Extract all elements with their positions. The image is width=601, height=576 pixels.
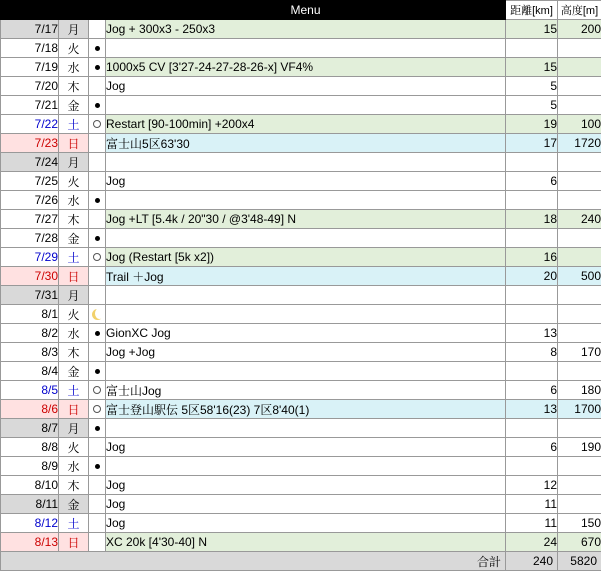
row-distance: 6: [506, 172, 558, 191]
table-row: [1, 77, 601, 96]
row-day-of-week: 土: [59, 381, 89, 400]
row-distance: 19: [506, 115, 558, 134]
row-day-of-week: 木: [59, 343, 89, 362]
moon-icon: [89, 305, 106, 324]
row-distance: [506, 191, 558, 210]
row-menu: Jog: [106, 476, 506, 495]
row-menu: XC 20k [4'30-40] N: [106, 533, 506, 552]
row-menu: Jog: [106, 77, 506, 96]
row-menu: [106, 286, 506, 305]
filled-dot-icon: [89, 58, 106, 77]
header-blank-mark: [89, 1, 106, 20]
row-date: 7/18: [1, 39, 59, 58]
table-row: [1, 96, 601, 115]
row-day-of-week: 土: [59, 248, 89, 267]
row-menu: 1000x5 CV [3'27-24-27-28-26-x] VF4%: [106, 58, 506, 77]
row-distance: 15: [506, 58, 558, 77]
row-distance: 24: [506, 533, 558, 552]
row-menu: 富士山5区63'30: [106, 134, 506, 153]
row-marker-empty: [89, 286, 106, 305]
row-elevation: 500: [558, 267, 601, 286]
table-row: [1, 343, 601, 362]
row-menu: Jog: [106, 172, 506, 191]
row-date: 8/9: [1, 457, 59, 476]
row-marker-empty: [89, 514, 106, 533]
row-day-of-week: 金: [59, 96, 89, 115]
row-elevation: 190: [558, 438, 601, 457]
row-menu: Jog (Restart [5k x2]): [106, 248, 506, 267]
row-date: 8/8: [1, 438, 59, 457]
row-marker-empty: [89, 438, 106, 457]
row-elevation: [558, 172, 601, 191]
row-menu: Jog: [106, 438, 506, 457]
row-menu: [106, 153, 506, 172]
row-menu: [106, 191, 506, 210]
table-header-row: [1, 1, 601, 20]
row-distance: 8: [506, 343, 558, 362]
row-date: 8/5: [1, 381, 59, 400]
open-circle-icon: [89, 248, 106, 267]
table-row: [1, 362, 601, 381]
row-elevation: [558, 495, 601, 514]
table-row: [1, 191, 601, 210]
header-distance: 距離[km]: [506, 1, 558, 20]
filled-dot-icon: [89, 39, 106, 58]
row-distance: [506, 362, 558, 381]
header-blank-date: [1, 1, 59, 20]
table-row: [1, 495, 601, 514]
row-menu: [106, 96, 506, 115]
open-circle-icon: [89, 381, 106, 400]
row-day-of-week: 月: [59, 153, 89, 172]
row-date: 8/10: [1, 476, 59, 495]
row-distance: [506, 457, 558, 476]
row-menu: [106, 305, 506, 324]
row-menu: Jog: [106, 495, 506, 514]
table-row: [1, 248, 601, 267]
row-elevation: [558, 248, 601, 267]
table-row: [1, 20, 601, 39]
row-marker-empty: [89, 476, 106, 495]
row-elevation: 100: [558, 115, 601, 134]
row-marker-empty: [89, 153, 106, 172]
row-elevation: [558, 96, 601, 115]
filled-dot-icon: [89, 191, 106, 210]
row-marker-empty: [89, 134, 106, 153]
row-elevation: [558, 324, 601, 343]
row-elevation: [558, 77, 601, 96]
row-elevation: 1700: [558, 400, 601, 419]
row-day-of-week: 水: [59, 191, 89, 210]
row-day-of-week: 水: [59, 58, 89, 77]
row-distance: 13: [506, 400, 558, 419]
row-date: 7/25: [1, 172, 59, 191]
row-distance: [506, 305, 558, 324]
filled-dot-icon: [89, 96, 106, 115]
row-day-of-week: 金: [59, 362, 89, 381]
row-elevation: [558, 305, 601, 324]
row-elevation: 170: [558, 343, 601, 362]
row-menu: Jog: [106, 514, 506, 533]
row-date: 7/19: [1, 58, 59, 77]
row-marker-empty: [89, 210, 106, 229]
row-menu: [106, 419, 506, 438]
total-row: [1, 552, 601, 571]
table-row: [1, 39, 601, 58]
row-day-of-week: 金: [59, 229, 89, 248]
row-day-of-week: 日: [59, 134, 89, 153]
row-day-of-week: 火: [59, 172, 89, 191]
table-row: [1, 58, 601, 77]
row-date: 7/20: [1, 77, 59, 96]
header-blank-dow: [59, 1, 89, 20]
table-row: [1, 172, 601, 191]
row-distance: 6: [506, 438, 558, 457]
row-day-of-week: 日: [59, 400, 89, 419]
row-distance: 11: [506, 514, 558, 533]
table-row: [1, 115, 601, 134]
table-row: [1, 476, 601, 495]
header-menu: Menu: [106, 1, 506, 20]
row-date: 7/24: [1, 153, 59, 172]
row-menu: 富士登山駅伝 5区58'16(23) 7区8'40(1): [106, 400, 506, 419]
row-day-of-week: 日: [59, 533, 89, 552]
row-day-of-week: 月: [59, 20, 89, 39]
row-date: 8/7: [1, 419, 59, 438]
row-day-of-week: 木: [59, 476, 89, 495]
table-row: [1, 381, 601, 400]
row-date: 7/22: [1, 115, 59, 134]
row-date: 8/12: [1, 514, 59, 533]
row-distance: 6: [506, 381, 558, 400]
table-row: [1, 153, 601, 172]
row-elevation: [558, 39, 601, 58]
row-marker-empty: [89, 533, 106, 552]
row-elevation: [558, 229, 601, 248]
row-menu: Jog +LT [5.4k / 20"30 / @3'48-49] N: [106, 210, 506, 229]
row-date: 7/26: [1, 191, 59, 210]
table-body: [1, 20, 601, 552]
row-day-of-week: 火: [59, 438, 89, 457]
row-distance: 16: [506, 248, 558, 267]
row-date: 7/17: [1, 20, 59, 39]
row-date: 7/21: [1, 96, 59, 115]
filled-dot-icon: [89, 457, 106, 476]
row-day-of-week: 木: [59, 210, 89, 229]
row-menu: Restart [90-100min] +200x4: [106, 115, 506, 134]
row-elevation: [558, 457, 601, 476]
row-elevation: 200: [558, 20, 601, 39]
row-marker-empty: [89, 172, 106, 191]
row-distance: 5: [506, 96, 558, 115]
row-marker-empty: [89, 20, 106, 39]
row-day-of-week: 土: [59, 514, 89, 533]
table-row: [1, 210, 601, 229]
row-date: 8/6: [1, 400, 59, 419]
row-elevation: [558, 286, 601, 305]
table-row: [1, 457, 601, 476]
row-menu: [106, 457, 506, 476]
row-date: 7/31: [1, 286, 59, 305]
row-day-of-week: 水: [59, 457, 89, 476]
row-date: 8/1: [1, 305, 59, 324]
table-row: [1, 400, 601, 419]
filled-dot-icon: [89, 229, 106, 248]
row-distance: 13: [506, 324, 558, 343]
row-marker-empty: [89, 495, 106, 514]
row-date: 8/3: [1, 343, 59, 362]
row-elevation: [558, 191, 601, 210]
row-elevation: 150: [558, 514, 601, 533]
row-elevation: [558, 153, 601, 172]
row-menu: [106, 362, 506, 381]
row-elevation: 180: [558, 381, 601, 400]
open-circle-icon: [89, 115, 106, 134]
row-day-of-week: 月: [59, 286, 89, 305]
row-menu: Jog +Jog: [106, 343, 506, 362]
table-row: [1, 229, 601, 248]
row-menu: [106, 229, 506, 248]
row-menu: 富士山Jog: [106, 381, 506, 400]
row-marker-empty: [89, 267, 106, 286]
row-distance: [506, 39, 558, 58]
table-row: [1, 514, 601, 533]
row-distance: 15: [506, 20, 558, 39]
filled-dot-icon: [89, 419, 106, 438]
row-distance: 5: [506, 77, 558, 96]
header-elevation: 高度[m]: [558, 1, 601, 20]
row-date: 7/29: [1, 248, 59, 267]
table-row: [1, 267, 601, 286]
row-day-of-week: 日: [59, 267, 89, 286]
row-elevation: [558, 419, 601, 438]
table-row: [1, 286, 601, 305]
table-row: [1, 305, 601, 324]
row-elevation: 670: [558, 533, 601, 552]
total-distance: 240: [506, 552, 558, 571]
row-day-of-week: 木: [59, 77, 89, 96]
row-date: 7/30: [1, 267, 59, 286]
row-date: 7/28: [1, 229, 59, 248]
row-menu: [106, 39, 506, 58]
row-date: 8/2: [1, 324, 59, 343]
row-distance: 18: [506, 210, 558, 229]
table-row: [1, 134, 601, 153]
row-distance: [506, 419, 558, 438]
row-distance: 12: [506, 476, 558, 495]
row-elevation: 240: [558, 210, 601, 229]
row-date: 7/27: [1, 210, 59, 229]
row-day-of-week: 水: [59, 324, 89, 343]
row-menu: Trail ＋Jog: [106, 267, 506, 286]
row-distance: 11: [506, 495, 558, 514]
row-menu: Jog + 300x3 - 250x3: [106, 20, 506, 39]
row-distance: 20: [506, 267, 558, 286]
row-distance: [506, 229, 558, 248]
row-distance: [506, 286, 558, 305]
total-elevation: 5820: [558, 552, 601, 571]
row-date: 8/4: [1, 362, 59, 381]
row-day-of-week: 火: [59, 305, 89, 324]
row-elevation: [558, 362, 601, 381]
row-menu: GionXC Jog: [106, 324, 506, 343]
row-elevation: 1720: [558, 134, 601, 153]
table-row: [1, 324, 601, 343]
row-marker-empty: [89, 343, 106, 362]
filled-dot-icon: [89, 324, 106, 343]
row-day-of-week: 土: [59, 115, 89, 134]
row-date: 7/23: [1, 134, 59, 153]
row-date: 8/13: [1, 533, 59, 552]
open-circle-icon: [89, 400, 106, 419]
row-distance: [506, 153, 558, 172]
table-row: [1, 438, 601, 457]
row-elevation: [558, 58, 601, 77]
row-day-of-week: 火: [59, 39, 89, 58]
table-row: [1, 419, 601, 438]
row-elevation: [558, 476, 601, 495]
total-label: 合計: [1, 552, 506, 571]
row-marker-empty: [89, 77, 106, 96]
row-day-of-week: 金: [59, 495, 89, 514]
row-distance: 17: [506, 134, 558, 153]
row-date: 8/11: [1, 495, 59, 514]
table-row: [1, 533, 601, 552]
row-day-of-week: 月: [59, 419, 89, 438]
filled-dot-icon: [89, 362, 106, 381]
